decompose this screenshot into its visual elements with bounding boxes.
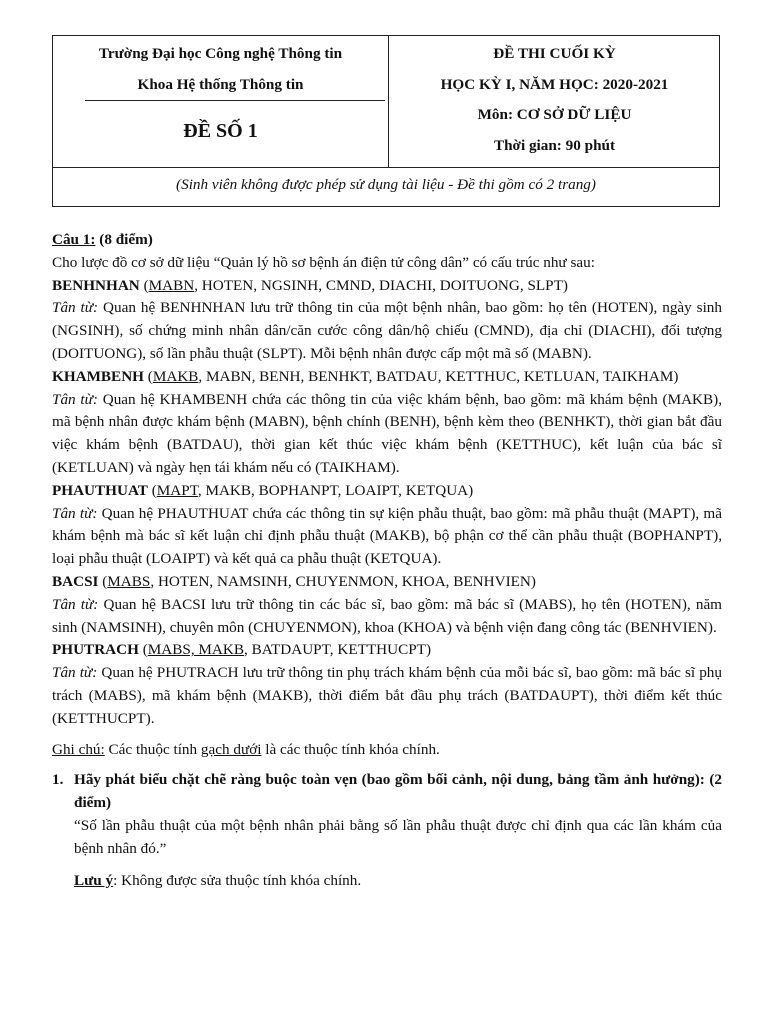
relation-description: Tân từ: Quan hệ BACSI lưu trữ thông tin các bác sĩ, bao gồm: mã bác sĩ (MABS), họ tên (HOTEN), năm sinh (NAMSINH), chuyên môn (CHUYENMON), khoa (KHOA) và bệnh viện đang công tác (BENHVIEN). — [52, 595, 722, 636]
exam-note: (Sinh viên không được phép sử dụng tài liệu - Đề thi gồm có 2 trang) — [176, 176, 596, 193]
predicate-label: Tân từ: — [52, 299, 99, 317]
sub-question-1 — [52, 769, 722, 892]
duration: Thời gian: 90 phút — [493, 137, 616, 154]
primary-key: MABN — [148, 276, 195, 294]
exam-header-table — [52, 35, 720, 207]
sub-question-quote: “Số lần phẫu thuật của một bệnh nhân phải bằng số lần phẫu thuật được chỉ định qua các lần khám của bệnh nhân đó.” — [74, 816, 722, 857]
faculty-underline — [85, 100, 385, 101]
primary-key: MABS, MAKB — [147, 641, 244, 659]
school-name: Trường Đại học Công nghệ Thông tin — [98, 45, 343, 62]
exam-number: ĐỀ SỐ 1 — [183, 120, 258, 142]
relation-schema: BENHNHAN (MABN, HOTEN, NGSINH, CMND, DIACHI, DOITUONG, SLPT) — [52, 276, 568, 294]
faculty-name: Khoa Hệ thống Thông tin — [137, 76, 304, 93]
exam-title: ĐỀ THI CUỐI KỲ — [493, 45, 616, 62]
sub-question-prompt: Hãy phát biểu chặt chẽ ràng buộc toàn vẹn (bao gồm bối cảnh, nội dung, bảng tầm ảnh hưởng): (2 điểm) — [74, 771, 722, 812]
header-divider-horizontal — [53, 167, 719, 168]
question-heading — [52, 229, 722, 252]
relation-schema: KHAMBENH (MAKB, MABN, BENH, BENHKT, BATDAU, KETTHUC, KETLUAN, TAIKHAM) — [52, 367, 679, 385]
note-label: Lưu ý — [74, 871, 114, 889]
relation-description: Tân từ: Quan hệ BENHNHAN lưu trữ thông tin của một bệnh nhân, bao gồm: họ tên (HOTEN), ngày sinh (NGSINH), số chứng minh nhân dân/căn cước công dân/hộ chiếu (CMND), địa chỉ (DIACHI), đối tượng (DOITUONG), số lần phẫu thuật (SLPT). Mỗi bệnh nhân được cấp một mã số (MABN). — [52, 299, 722, 362]
exam-body — [52, 229, 722, 892]
relation-name: PHAUTHUAT — [52, 481, 148, 499]
predicate-label: Tân từ: — [52, 504, 98, 522]
relation-schema: PHUTRACH (MABS, MAKB, BATDAUPT, KETTHUCPT) — [52, 641, 432, 659]
question-intro: Cho lược đồ cơ sở dữ liệu “Quản lý hồ sơ bệnh án điện tử công dân” có cấu trúc như sau: — [52, 253, 595, 271]
subject: Môn: CƠ SỞ DỮ LIỆU — [477, 106, 632, 123]
relation-description: Tân từ: Quan hệ KHAMBENH chứa các thông tin của việc khám bệnh, bao gồm: mã khám bệnh (MAKB), mã bệnh nhân được khám bệnh (MABN), bệnh chính (BENH), bệnh kèm theo (BENHKT), thời gian bắt đầu việc khám bệnh (BATDAU), thời gian kết thúc việc khám bệnh (KETTHUC), kết luận của bác sĩ (KETLUAN) và ngày hẹn tái khám nếu có (TAIKHAM). — [52, 390, 722, 476]
relation-name: BENHNHAN — [52, 276, 140, 294]
relation-description: Tân từ: Quan hệ PHAUTHUAT chứa các thông tin sự kiện phẫu thuật, bao gồm: mã phẫu thuật (MAPT), mã khám bệnh mà bác sĩ kết luận chỉ định phẫu thuật (MAKB), bộ phận cơ thể cần phẫu thuật (BOPHANPT), loại phẫu thuật (LOAIPT) và kết quả ca phẫu thuật (KETQUA). — [52, 504, 722, 568]
primary-key: MABS — [107, 572, 151, 590]
question-points: (8 điểm) — [95, 231, 153, 248]
predicate-label: Tân từ: — [52, 390, 98, 408]
footnote-underlined: gạch dưới — [200, 740, 262, 758]
relation-schema: BACSI (MABS, HOTEN, NAMSINH, CHUYENMON, KHOA, BENHVIEN) — [52, 572, 536, 590]
footnote: Ghi chú: Các thuộc tính gạch dưới là các thuộc tính khóa chính. — [52, 740, 440, 758]
predicate-label: Tân từ: — [52, 595, 99, 613]
relation-schema: PHAUTHUAT (MAPT, MAKB, BOPHANPT, LOAIPT, KETQUA) — [52, 481, 474, 499]
relation-name: PHUTRACH — [52, 641, 139, 659]
primary-key: MAPT — [156, 481, 198, 499]
primary-key: MAKB — [152, 367, 199, 385]
question-label: Câu 1: — [52, 231, 96, 248]
sub-question-number: 1. — [52, 771, 64, 789]
relation-description: Tân từ: Quan hệ PHUTRACH lưu trữ thông tin phụ trách khám bệnh của mỗi bác sĩ, bao gồm: mã bác sĩ phụ trách (MABS), mã khám bệnh (MAKB), thời điểm bắt đầu phụ trách (BATDAUPT), thời điểm kết thúc (KETTHUCPT). — [52, 664, 722, 727]
footnote-label: Ghi chú: — [52, 740, 105, 758]
sub-question-note: Lưu ý: Không được sửa thuộc tính khóa chính. — [74, 871, 362, 889]
relation-name: BACSI — [52, 572, 99, 590]
predicate-label: Tân từ: — [52, 664, 98, 682]
semester: HỌC KỲ I, NĂM HỌC: 2020-2021 — [440, 76, 669, 93]
relation-name: KHAMBENH — [52, 367, 144, 385]
